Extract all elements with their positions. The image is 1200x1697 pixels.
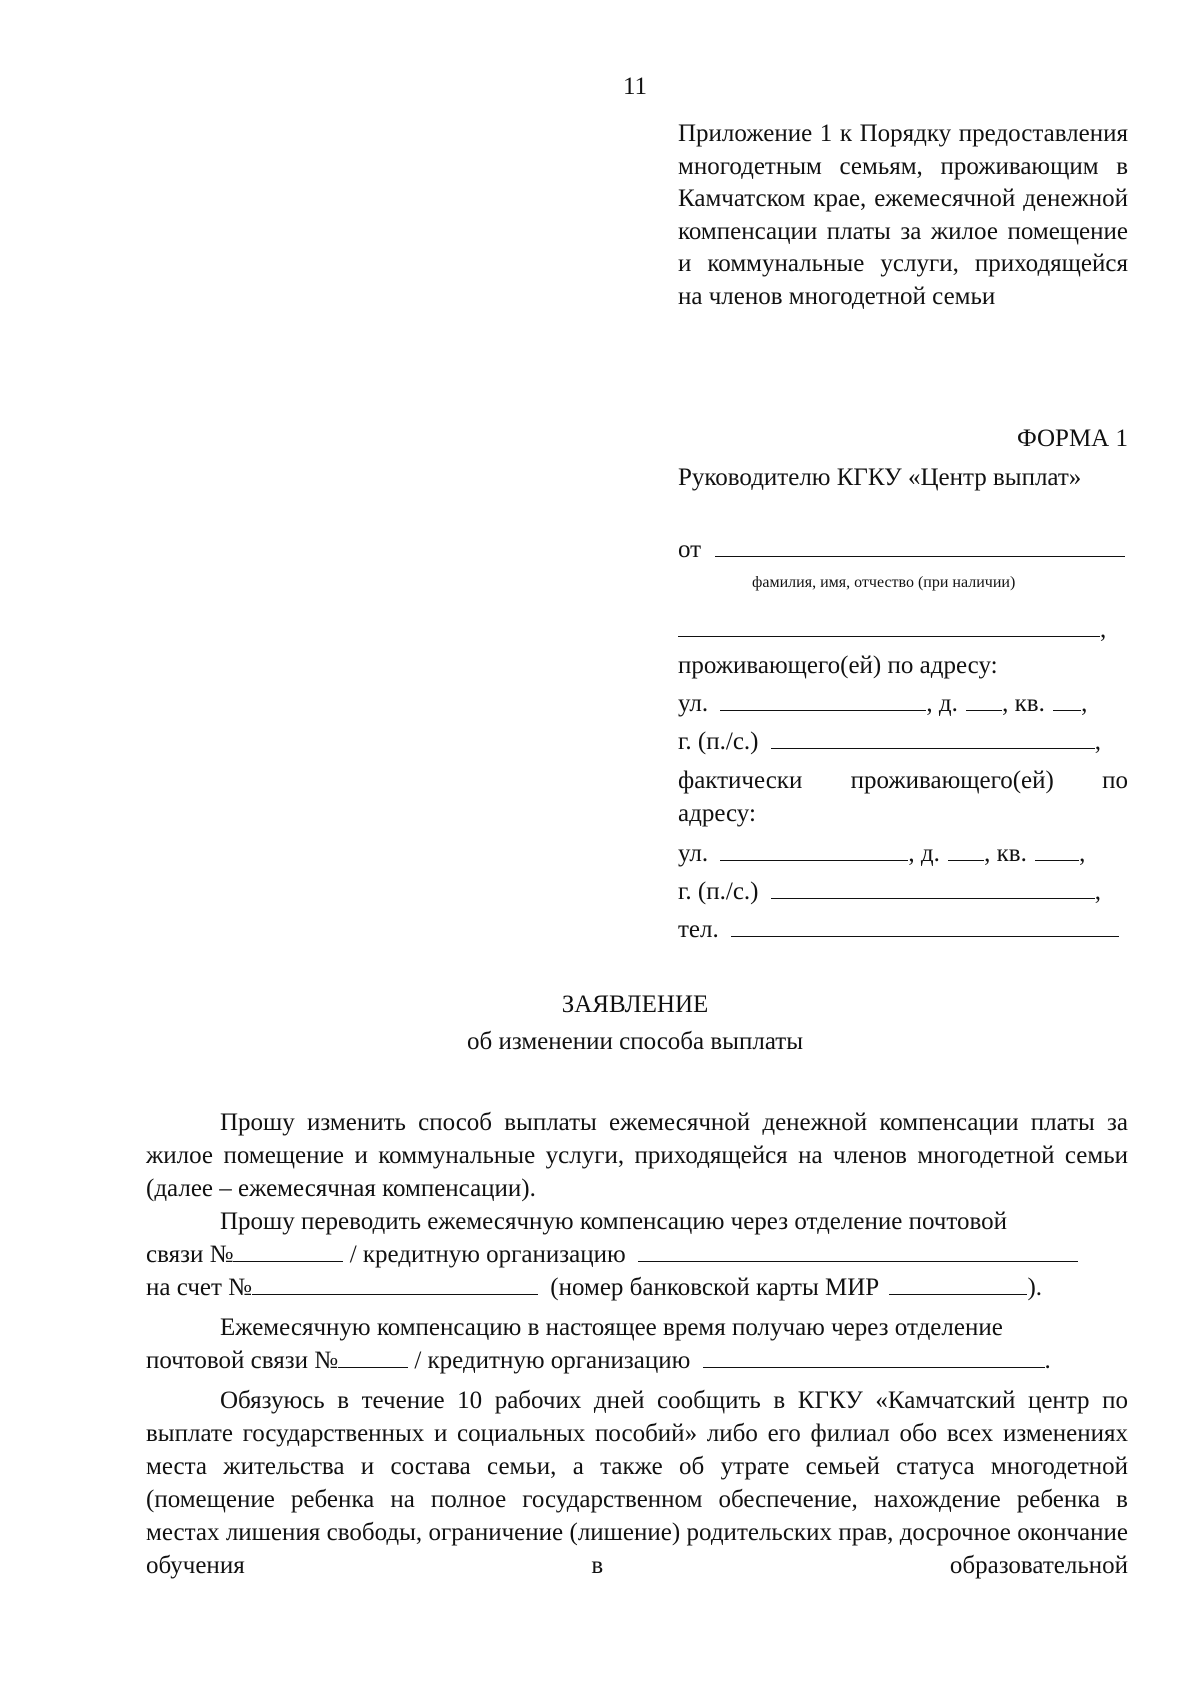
form-label: ФОРМА 1	[1016, 425, 1128, 452]
credit-org-field[interactable]	[638, 1239, 1078, 1262]
street-field-1[interactable]	[720, 688, 926, 711]
street-label: ул.	[678, 840, 709, 867]
paragraph-3-line-2	[146, 1344, 1051, 1377]
apt-field-1[interactable]	[1053, 688, 1081, 711]
paragraph-4	[146, 1384, 1128, 1582]
city-line-1	[678, 726, 1101, 758]
apt-label: , кв.	[984, 840, 1027, 867]
paragraph-3-line-1	[146, 1311, 1128, 1344]
city-label: г. (п./с.)	[678, 878, 759, 905]
current-credit-org-label: / кредитную организацию	[414, 1347, 691, 1374]
card-close: ).	[1027, 1274, 1043, 1301]
document-title: ЗАЯВЛЕНИЕ	[561, 991, 709, 1018]
paragraph-2-line-3	[146, 1271, 1042, 1304]
residing-label: проживающего(ей) по адресу:	[678, 652, 998, 679]
account-number-field[interactable]	[252, 1272, 538, 1295]
actual-residing-label: фактически проживающего(ей) по адресу:	[678, 767, 1128, 827]
apt-field-2[interactable]	[1035, 838, 1079, 861]
account-number-label: на счет №	[146, 1274, 253, 1301]
house-field-1[interactable]	[966, 688, 1002, 711]
from-name-field[interactable]	[715, 534, 1125, 557]
comma-text: ,	[1079, 840, 1086, 867]
paragraph-1	[146, 1106, 1128, 1205]
phone-label: тел.	[678, 916, 719, 943]
house-field-2[interactable]	[948, 838, 984, 861]
name-caption: фамилия, имя, отчество (при наличии)	[752, 574, 1016, 591]
city-field-2[interactable]	[771, 876, 1095, 899]
comma-text: ,	[1081, 690, 1088, 717]
phone-field[interactable]	[731, 914, 1119, 937]
street-line-1	[678, 688, 1087, 720]
paragraph-2-text: Прошу переводить ежемесячную компенсацию через отделение почтовой	[220, 1208, 1007, 1235]
street-label: ул.	[678, 690, 709, 717]
postal-number-label: связи №	[146, 1241, 234, 1268]
phone-line	[678, 914, 1119, 946]
name-continuation-line	[678, 614, 1106, 646]
paragraph-2-line-2	[146, 1238, 1078, 1271]
house-label: , д.	[908, 840, 940, 867]
paragraph-3-text: Ежемесячную компенсацию в настоящее время получаю через отделение	[220, 1314, 1003, 1341]
appendix-reference: Приложение 1 к Порядку предоставления многодетным семьям, проживающим в Камчатском крае, ежемесячной денежной компенсации платы за жилое помещение и коммунальные услуги, приходящейся на членов многодетной семьи	[678, 120, 1128, 310]
current-credit-org-field[interactable]	[703, 1345, 1045, 1368]
apt-label: , кв.	[1002, 690, 1045, 717]
paragraph-4-text: Обязуюсь в течение 10 рабочих дней сообщить в КГКУ «Камчатский центр по выплате государственных и социальных пособий» либо его филиал обо всех изменениях места жительства и состава семьи, а также об утрате семьей статуса многодетной (помещение ребенка на полное государственном обеспечение, нахождение ребенка в местах лишения свободы, ограничение (лишение) родительских прав, досрочное окончание обучения в образовательной	[146, 1387, 1128, 1579]
city-label: г. (п./с.)	[678, 728, 759, 755]
current-postal-field[interactable]	[338, 1345, 408, 1368]
card-number-label: (номер банковской карты МИР	[550, 1274, 880, 1301]
comma-text: ,	[1094, 728, 1102, 755]
paragraph-2-line-1	[146, 1205, 1128, 1238]
comma-text: ,	[1094, 878, 1102, 905]
street-line-2	[678, 838, 1085, 870]
street-field-2[interactable]	[720, 838, 908, 861]
document-subtitle: об изменении способа выплаты	[466, 1028, 804, 1055]
from-label: от	[678, 536, 702, 563]
from-line	[678, 534, 1125, 566]
city-line-2	[678, 876, 1101, 908]
page-number: 11	[622, 73, 648, 100]
credit-org-label: / кредитную организацию	[349, 1241, 626, 1268]
postal-number-field[interactable]	[233, 1239, 343, 1262]
comma-text: ,	[1100, 616, 1107, 643]
house-label: , д.	[926, 690, 958, 717]
name-continuation-field[interactable]	[678, 614, 1100, 637]
card-number-field[interactable]	[889, 1272, 1027, 1295]
paragraph-1-text: Прошу изменить способ выплаты ежемесячной денежной компенсации платы за жилое помещение и коммунальные услуги, приходящейся на членов многодетной семьи (далее – ежемесячная компенсации).	[146, 1109, 1128, 1202]
city-field-1[interactable]	[771, 726, 1095, 749]
addressee: Руководителю КГКУ «Центр выплат»	[678, 464, 1082, 491]
paragraph-3-end: .	[1044, 1347, 1051, 1374]
current-postal-label: почтовой связи №	[146, 1347, 339, 1374]
